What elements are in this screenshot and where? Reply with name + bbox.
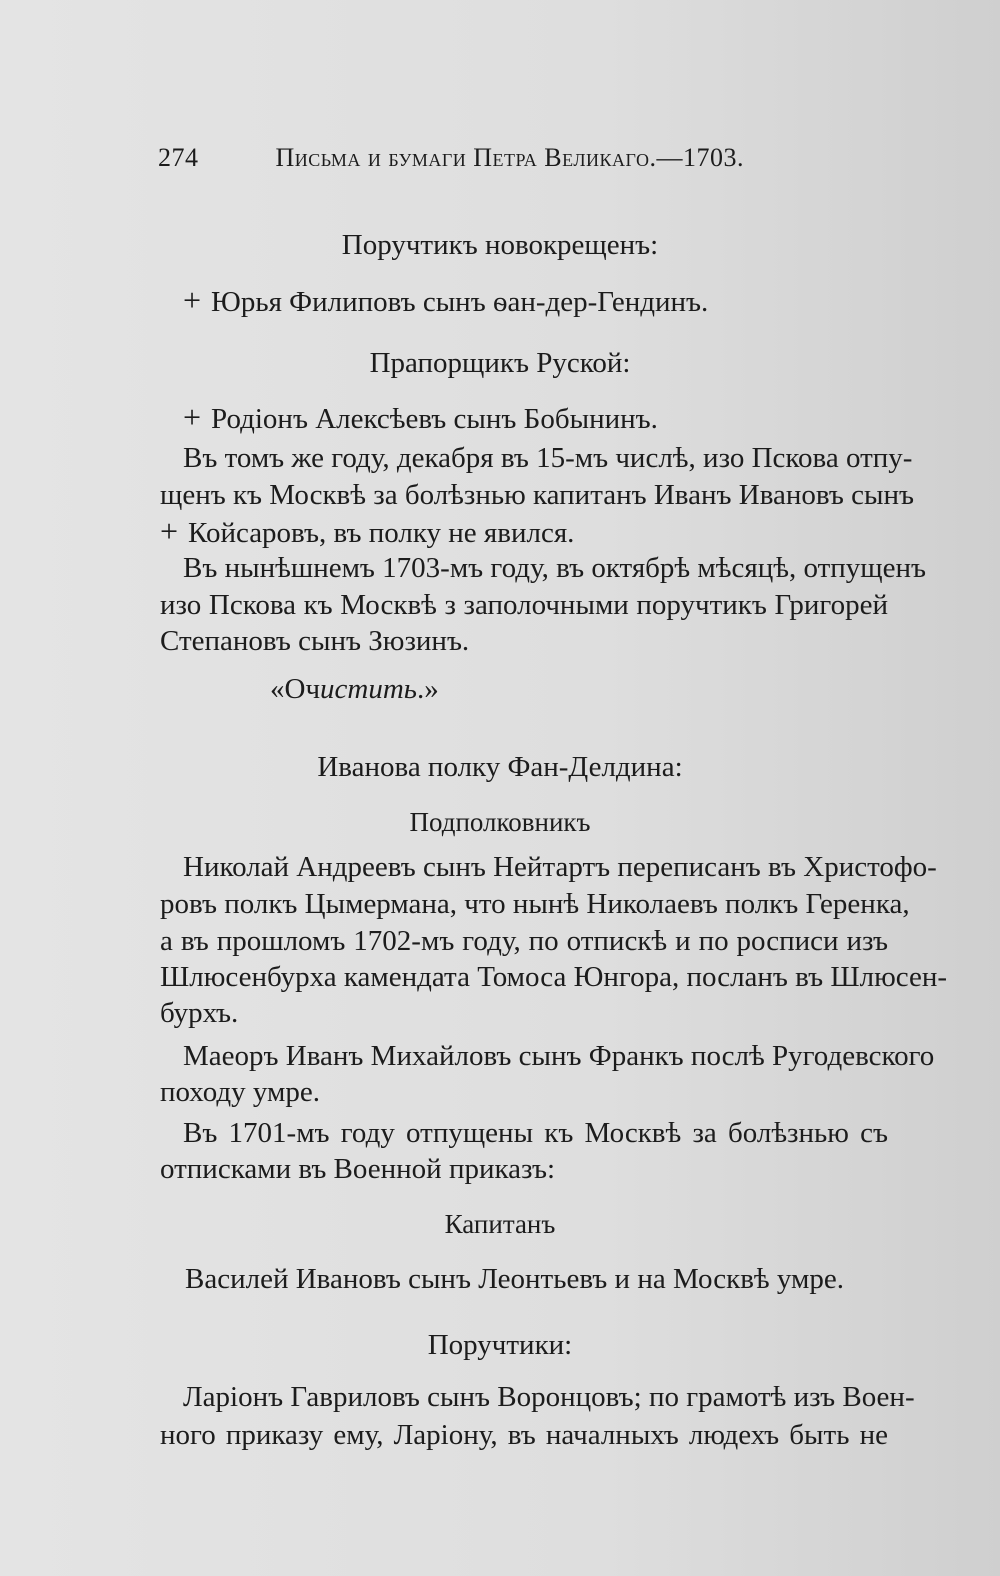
paragraph-line: бурхъ. <box>160 997 239 1029</box>
section-heading-regiment: Иванова полку Фан-Делдина: <box>317 751 683 783</box>
marginal-resolution <box>270 672 439 706</box>
running-header <box>158 143 744 173</box>
paragraph-line: ного приказу ему, Ларiону, въ началныхъ людехъ быть не <box>160 1419 888 1451</box>
section-heading-lieutenant-newly-baptized: Поручтикъ новокрещенъ: <box>341 229 659 261</box>
list-entry <box>183 283 708 319</box>
page-number: 274 <box>158 143 199 172</box>
entry-text: Юрья Филиповъ сынъ ѳан-дер-Гендинъ. <box>211 286 709 318</box>
paragraph-line: Шлюсенбурха камендата Томоса Юнгора, посланъ въ Шлюсен- <box>160 961 948 993</box>
paragraph-line: Ларiонъ Гавриловъ сынъ Воронцовъ; по грамотѣ изъ Воен- <box>183 1381 915 1413</box>
section-heading-lieutenant-colonel: Подполковникъ <box>409 807 591 837</box>
paragraph-line: отписками въ Военной приказъ: <box>160 1153 556 1185</box>
paragraph-line: Маеоръ Иванъ Михайловъ сынъ Франкъ послѣ Ругодевского <box>183 1040 935 1072</box>
entry-text: Родiонъ Алексѣевъ сынъ Бобынинъ. <box>211 403 658 435</box>
resolution-open: «Оч <box>270 673 321 705</box>
paragraph-line: ровъ полкъ Цымермана, что нынѣ Николаевъ полкъ Геренка, <box>160 888 910 920</box>
cross-mark: + <box>183 399 202 435</box>
paragraph-line: изо Пскова къ Москвѣ з заполочными поручтикъ Григорей <box>160 589 888 621</box>
running-title: Письма и бумаги Петра Великаго.—1703. <box>275 143 744 172</box>
paragraph-line: щенъ къ Москвѣ за болѣзнью капитанъ Иванъ Ивановъ сынъ <box>160 479 914 511</box>
paragraph-line: Въ томъ же году, декабря въ 15-мъ числѣ, изо Пскова отпу- <box>183 442 913 474</box>
resolution-close: .» <box>417 673 439 705</box>
paragraph-line: Въ нынѣшнемъ 1703-мъ году, въ октябрѣ мѣсяцѣ, отпущенъ <box>183 552 927 584</box>
cross-mark: + <box>160 513 179 549</box>
paragraph-line: а въ прошломъ 1702-мъ году, по отпискѣ и по росписи изъ <box>160 925 888 957</box>
list-entry <box>183 400 658 436</box>
resolution-italic: истить <box>320 673 417 705</box>
paragraph-line: Василей Ивановъ сынъ Леонтьевъ и на Москвѣ умре. <box>185 1263 844 1295</box>
paragraph-line: Николай Андреевъ сынъ Нейтартъ переписанъ въ Христофо- <box>183 851 937 883</box>
paragraph-line: походу умре. <box>160 1076 320 1108</box>
paragraph-line <box>160 514 574 550</box>
section-heading-ensign: Прапорщикъ Руской: <box>369 347 631 379</box>
cross-mark: + <box>183 282 202 318</box>
paragraph-line: Степановъ сынъ Зюзинъ. <box>160 625 470 657</box>
section-heading-lieutenants: Поручтики: <box>427 1329 573 1361</box>
paragraph-line: Въ 1701-мъ году отпущены къ Москвѣ за болѣзнью съ <box>183 1117 888 1149</box>
section-heading-captain: Капитанъ <box>444 1209 556 1239</box>
entry-text: Койсаровъ, въ полку не явился. <box>188 517 575 549</box>
